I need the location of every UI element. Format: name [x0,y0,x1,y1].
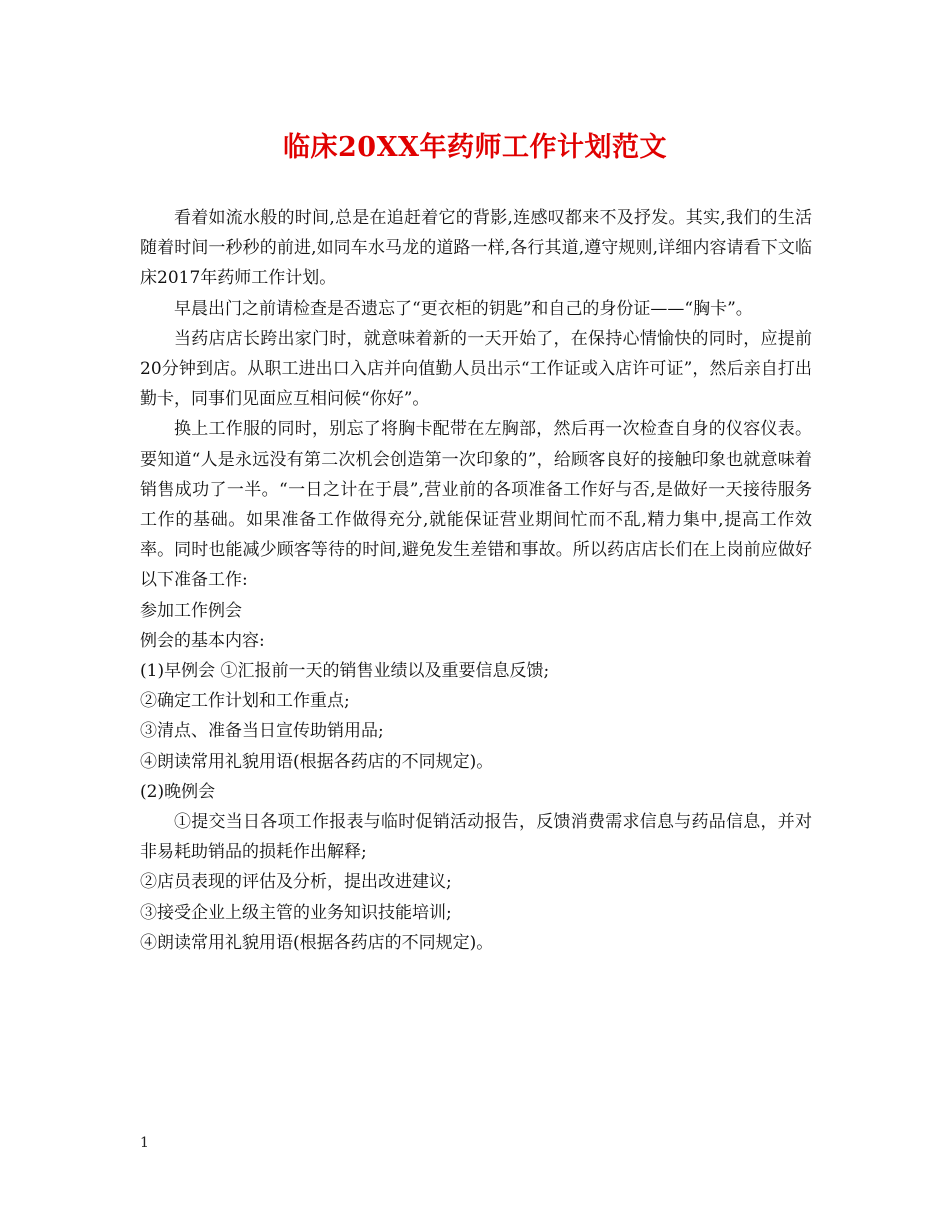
paragraph-arrival: 当药店店长跨出家门时，就意味着新的一天开始了，在保持心情愉快的同时，应提前20分钟到店。从职工进出口入店并向值勤人员出示“工作证或入店许可证”，然后亲自打出勤卡，同事们见面应互相问候“你好”。 [140,328,812,410]
item-polite-phrases: ④朗读常用礼貌用语(根据各药店的不同规定)。 [140,751,494,772]
item-training: ③接受企业上级主管的业务知识技能培训; [140,902,452,923]
item-morning-meeting: (1)早例会 ①汇报前一天的销售业绩以及重要信息反馈; [140,661,550,682]
paragraph-intro: 看着如流水般的时间,总是在追赶着它的背影,连感叹都来不及抒发。其实,我们的生活随着时间一秒秒的前进,如同车水马龙的道路一样,各行其道,遵守规则,详细内容请看下文临床2017年药师工作计划。 [140,208,812,289]
document-title: 临床20XX年药师工作计划范文 [283,132,667,163]
item-meeting-content: 例会的基本内容: [140,630,265,651]
paragraph-preparation: 换上工作服的同时，别忘了将胸卡配带在左胸部，然后再一次检查自身的仪容仪表。要知道“人是永远没有第二次机会创造第一次印象的”，给顾客良好的接触印象也就意味着销售成功了一半。“一日之计在于晨”,营业前的各项准备工作好与否,是做好一天接待服务工作的基础。如果准备工作做得充分,就能保证营业期间忙而不乱,精力集中,提高工作效率。同时也能减少顾客等待的时间,避免发生差错和事故。所以药店店长们在上岗前应做好以下准备工作: [140,419,812,591]
item-polite-phrases-evening: ④朗读常用礼貌用语(根据各药店的不同规定)。 [140,932,494,953]
item-promo-supplies: ③清点、准备当日宣传助销用品; [140,721,384,742]
item-work-plan: ②确定工作计划和工作重点; [140,691,350,712]
item-staff-evaluation: ②店员表现的评估及分析，提出改进建议; [140,872,452,893]
page-number: 1 [140,1135,149,1151]
item-evening-reports: ①提交当日各项工作报表与临时促销活动报告，反馈消费需求信息与药品信息，并对非易耗助销品的损耗作出解释; [140,812,812,863]
item-work-meeting: 参加工作例会 [140,600,242,621]
item-evening-meeting: (2)晚例会 [140,781,216,802]
document-body [140,203,812,958]
paragraph-morning-check: 早晨出门之前请检查是否遗忘了“更衣柜的钥匙”和自己的身份证——“胸卡”。 [174,298,753,319]
